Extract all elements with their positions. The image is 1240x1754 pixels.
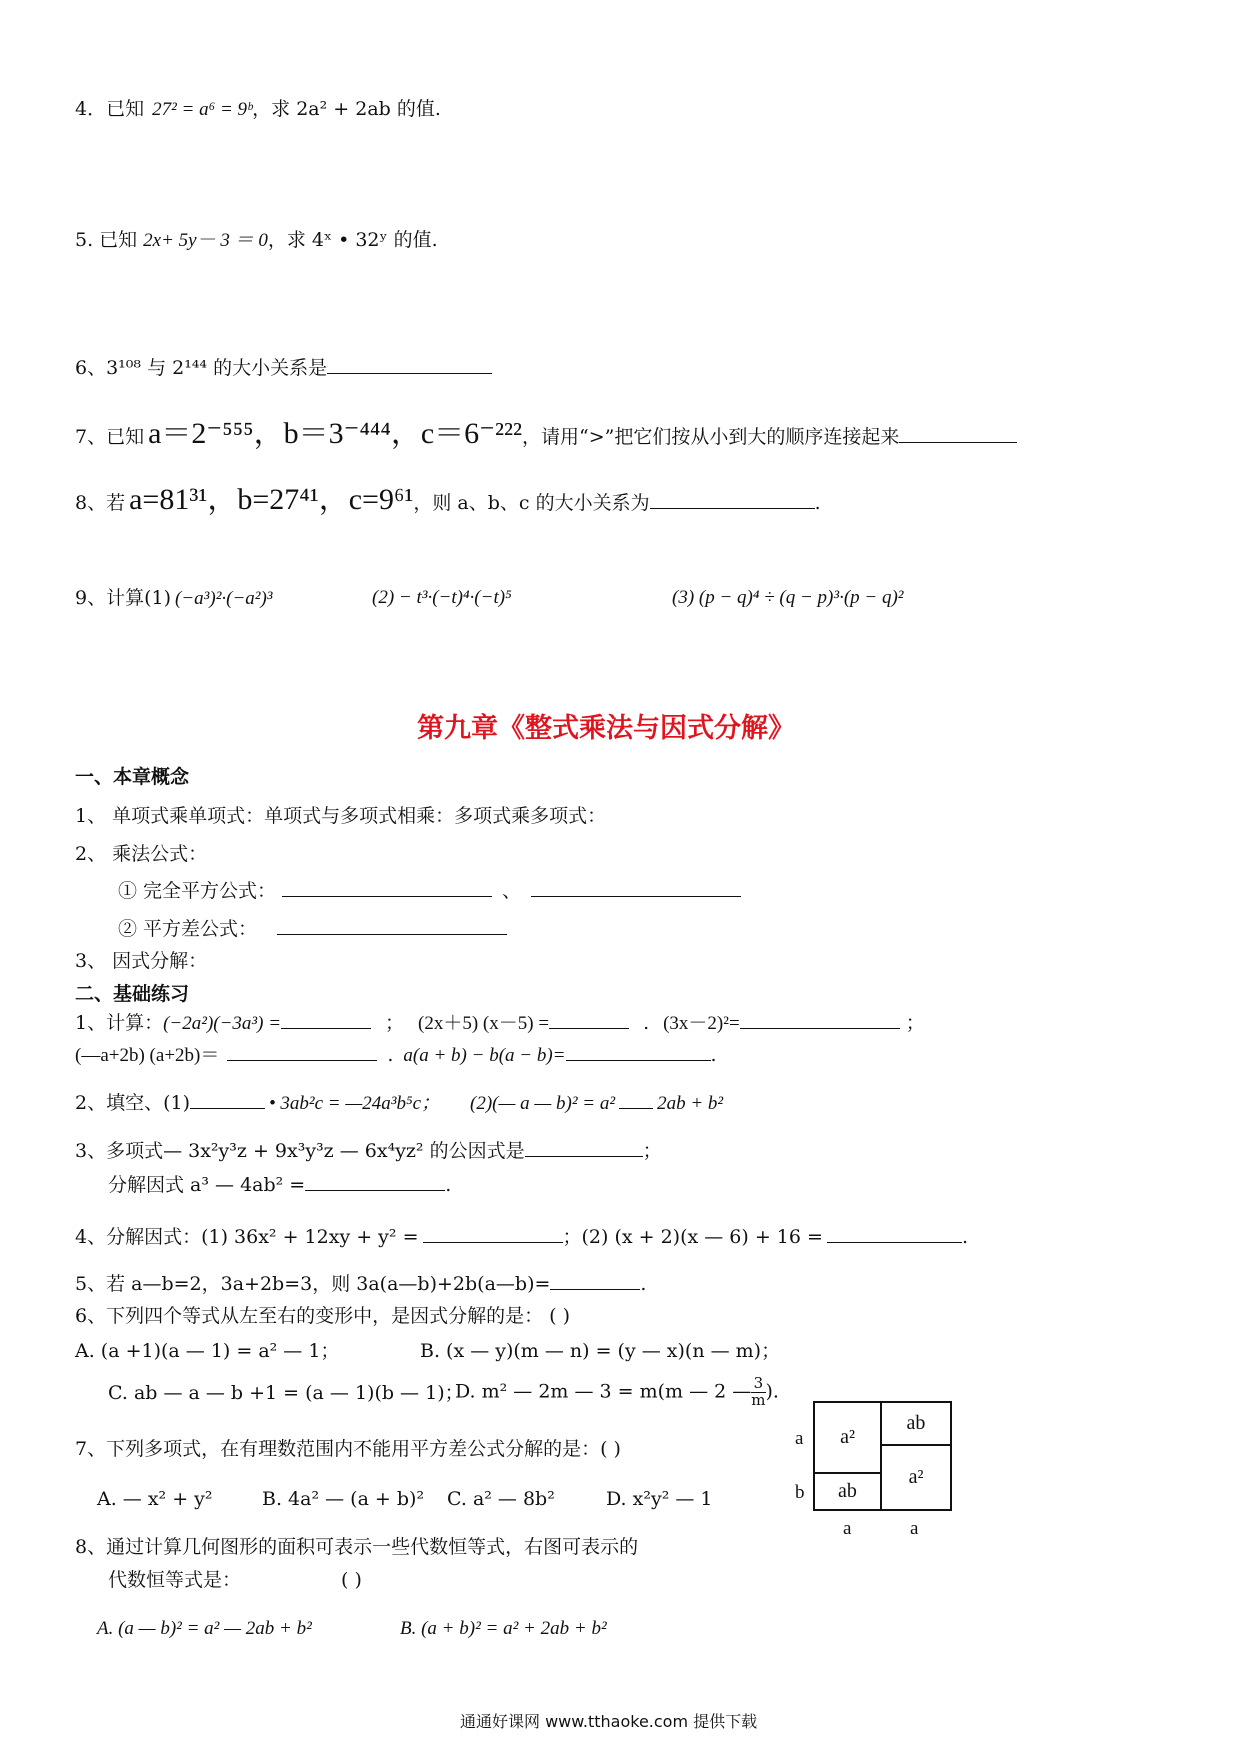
e3-blank-2[interactable] bbox=[305, 1189, 445, 1191]
e8-paren: ( ) bbox=[341, 1569, 362, 1591]
e8-option-b[interactable]: B. (a + b)² = a² + 2ab + b² bbox=[400, 1618, 607, 1639]
e1-expr-e: a(a + b) − b(a − b)= bbox=[403, 1045, 566, 1066]
e3-end-1: ； bbox=[642, 1140, 662, 1162]
q8-a: a=81³¹ bbox=[129, 483, 208, 516]
e8-text: 代数恒等式是： bbox=[108, 1569, 242, 1591]
exercise-2 bbox=[75, 1092, 723, 1116]
e6-d-fraction bbox=[751, 1376, 765, 1409]
e7-option-d[interactable]: D. x²y² — 1 bbox=[606, 1488, 713, 1510]
e1-blank-d[interactable] bbox=[227, 1059, 377, 1061]
difference-squares-label: ② 平方差公式： bbox=[118, 918, 258, 940]
q7-b: b＝3⁻⁴⁴⁴ bbox=[283, 417, 391, 450]
e7-option-a[interactable]: A. — x² + y² bbox=[97, 1488, 213, 1510]
q7-a: a＝2⁻⁵⁵⁵ bbox=[148, 417, 254, 450]
perfect-square-sep: 、 bbox=[502, 880, 522, 902]
q8-b: b=27⁴¹ bbox=[237, 483, 319, 516]
e2-expr-2: (2)(— a — b)² = a² bbox=[470, 1093, 616, 1114]
e3-factor: 分解因式 a³ — 4ab² = bbox=[108, 1174, 306, 1196]
q8-end: . bbox=[814, 492, 821, 514]
e3-text: 3、多项式— 3x²y³z + 9x³y³z — 6x⁴yz² 的公因式是 bbox=[75, 1140, 525, 1162]
q9-part2: (2) − t³·(−t)⁴·(−t)⁵ bbox=[372, 587, 512, 608]
e4-end: . bbox=[961, 1226, 968, 1248]
concept-2: 2、 乘法公式： bbox=[75, 843, 208, 865]
e6-d-denominator: m bbox=[751, 1390, 766, 1409]
e5-blank[interactable] bbox=[550, 1288, 640, 1290]
e3-blank-1[interactable] bbox=[525, 1155, 643, 1157]
figure-label-left-bottom: b bbox=[795, 1482, 805, 1503]
question-7: 7、已知 a＝2⁻⁵⁵⁵，b＝3⁻⁴⁴⁴，c＝6⁻²²²，请用“>”把它们按从小到大的顺序连接起来 bbox=[75, 416, 1017, 452]
e5-end: . bbox=[640, 1273, 647, 1295]
concept-1: 1、 单项式乘单项式：单项式与多项式相乘：多项式乘多项式： bbox=[75, 805, 607, 827]
e4-part1: 4、分解因式：(1) 36x² + 12xy + y² = bbox=[75, 1226, 419, 1248]
exercise-1-line-1: 1、计算：(−2a²)(−3a³) = ； (2x＋5) (x－5) = . (3x－2)²= ； bbox=[75, 1012, 925, 1034]
question-5 bbox=[75, 229, 438, 253]
q4-equation: 27² = a⁶ = 9ᵇ bbox=[152, 99, 253, 120]
e1-expr-d: (—a+2b) (a+2b)＝ bbox=[75, 1045, 220, 1066]
figure-label-bottom-right: a bbox=[910, 1518, 919, 1539]
q7-tail: ，请用“>”把它们按从小到大的顺序连接起来 bbox=[521, 426, 900, 448]
e1-blank-b[interactable] bbox=[549, 1027, 629, 1029]
e6-option-a[interactable]: A. (a +1)(a — 1) = a² — 1； bbox=[75, 1340, 340, 1362]
perfect-square-blank-1[interactable] bbox=[282, 895, 492, 897]
e4-part2: ；(2) (x + 2)(x — 6) + 16 = bbox=[562, 1226, 823, 1248]
q8-answer-blank[interactable] bbox=[650, 507, 815, 509]
q7-answer-blank[interactable] bbox=[899, 441, 1017, 443]
e4-blank-1[interactable] bbox=[423, 1241, 563, 1243]
e2-expr-3: 2ab + b² bbox=[657, 1093, 724, 1114]
exercise-6: 6、下列四个等式从左至右的变形中，是因式分解的是： ( ) bbox=[75, 1305, 570, 1327]
e2-blank-1[interactable] bbox=[190, 1107, 265, 1109]
e4-blank-2[interactable] bbox=[827, 1241, 962, 1243]
figure-cell-bottom-left: ab bbox=[813, 1472, 882, 1511]
e6-d-post: ). bbox=[765, 1380, 779, 1403]
question-4 bbox=[75, 98, 441, 122]
e1-expr-c: (3x－2)²= bbox=[663, 1013, 740, 1034]
e2-blank-2[interactable] bbox=[619, 1107, 653, 1109]
difference-squares-blank[interactable] bbox=[277, 933, 507, 935]
e6-d-numerator: 3 bbox=[751, 1376, 765, 1393]
q9-part3: (3) (p − q)⁴ ÷ (q − p)³·(p − q)² bbox=[672, 587, 904, 608]
e1-blank-e[interactable] bbox=[566, 1059, 711, 1061]
q4-ask: ，求 2a² + 2ab 的值. bbox=[252, 98, 441, 120]
e1-blank-c[interactable] bbox=[740, 1027, 900, 1029]
q8-tail: ，则 a、b、c 的大小关系为 bbox=[413, 492, 650, 514]
e1-expr-a: (−2a²)(−3a³) = bbox=[163, 1013, 282, 1034]
figure-cell-top-left: a² bbox=[813, 1401, 882, 1474]
exercise-7: 7、下列多项式，在有理数范围内不能用平方差公式分解的是：( ) bbox=[75, 1438, 621, 1460]
e6-option-b[interactable]: B. (x — y)(m — n) = (y — x)(n — m)； bbox=[420, 1340, 781, 1362]
concept-2a bbox=[118, 880, 741, 903]
page-footer: 通通好课网 www.tthaoke.com 提供下载 bbox=[460, 1712, 758, 1731]
figure-label-bottom-left: a bbox=[843, 1518, 852, 1539]
exercise-5 bbox=[75, 1273, 646, 1296]
e3-end-2: . bbox=[445, 1174, 452, 1196]
chapter-title: 第九章《整式乘法与因式分解》 bbox=[417, 713, 795, 744]
question-6 bbox=[75, 357, 492, 380]
e6-option-c[interactable]: C. ab — a — b +1 = (a — 1)(b — 1)； bbox=[108, 1382, 464, 1404]
figure-label-left-top: a bbox=[795, 1428, 804, 1449]
e5-text: 5、若 a—b=2，3a+2b=3，则 3a(a—b)+2b(a—b)= bbox=[75, 1273, 551, 1295]
q7-lead: 7、已知 bbox=[75, 426, 145, 448]
q9-part1: (−a³)²·(−a²)³ bbox=[175, 588, 273, 609]
e1-label: 1、计算： bbox=[75, 1012, 164, 1034]
q4-number: 4．已知 bbox=[75, 98, 145, 120]
q5-equation: 2x+ 5y－ 3 ＝ 0 bbox=[143, 230, 268, 251]
e6-option-d[interactable] bbox=[455, 1376, 779, 1409]
e1-expr-b: (2x＋5) (x－5) = bbox=[418, 1013, 550, 1034]
exercise-8-line-1: 8、通过计算几何图形的面积可表示一些代数恒等式，右图可表示的 bbox=[75, 1536, 639, 1558]
e7-option-b[interactable]: B. 4a² — (a + b)² bbox=[262, 1488, 425, 1510]
e6-d-pre: D. m² — 2m — 3 = m(m — 2 — bbox=[455, 1380, 752, 1403]
exercise-3-line-2 bbox=[108, 1174, 451, 1197]
q7-c: c＝6⁻²²² bbox=[420, 417, 522, 450]
question-9 bbox=[75, 587, 273, 611]
q9-lead: 9、计算(1) bbox=[75, 587, 172, 609]
concept-2b bbox=[118, 918, 507, 941]
q6-text: 6、3¹⁰⁸ 与 2¹⁴⁴ 的大小关系是 bbox=[75, 357, 328, 379]
exercise-8-line-2 bbox=[108, 1569, 362, 1592]
q6-answer-blank[interactable] bbox=[327, 372, 492, 374]
question-8: 8、若 a=81³¹，b=27⁴¹，c=9⁶¹，则 a、b、c 的大小关系为 . bbox=[75, 483, 821, 516]
section-1-heading: 一、本章概念 bbox=[75, 766, 190, 788]
perfect-square-label: ① 完全平方公式： bbox=[118, 880, 277, 902]
q5-number: 5. 已知 bbox=[75, 229, 138, 251]
concept-3: 3、 因式分解： bbox=[75, 950, 208, 972]
section-2-heading: 二、基础练习 bbox=[75, 983, 190, 1005]
e2-expr-1: • 3ab²c = —24a³b⁵c； bbox=[269, 1093, 440, 1114]
exercise-3-line-1 bbox=[75, 1140, 662, 1163]
e2-label: 2、填空、(1) bbox=[75, 1092, 191, 1114]
e8-option-a[interactable]: A. (a — b)² = a² — 2ab + b² bbox=[97, 1618, 312, 1639]
exercise-4 bbox=[75, 1226, 968, 1249]
figure-cell-top-right: ab bbox=[880, 1401, 952, 1446]
q8-c: c=9⁶¹ bbox=[348, 483, 414, 516]
q8-lead: 8、若 bbox=[75, 492, 126, 514]
perfect-square-blank-2[interactable] bbox=[531, 895, 741, 897]
q5-ask: ，求 4ˣ • 32ʸ 的值. bbox=[267, 229, 438, 251]
e1-blank-a[interactable] bbox=[281, 1027, 371, 1029]
e7-option-c[interactable]: C. a² — 8b² bbox=[447, 1488, 555, 1510]
figure-cell-bottom-right: a² bbox=[880, 1444, 952, 1511]
exercise-1-line-2: (—a+2b) (a+2b)＝ . a(a + b) − b(a − b)= . bbox=[75, 1044, 717, 1066]
